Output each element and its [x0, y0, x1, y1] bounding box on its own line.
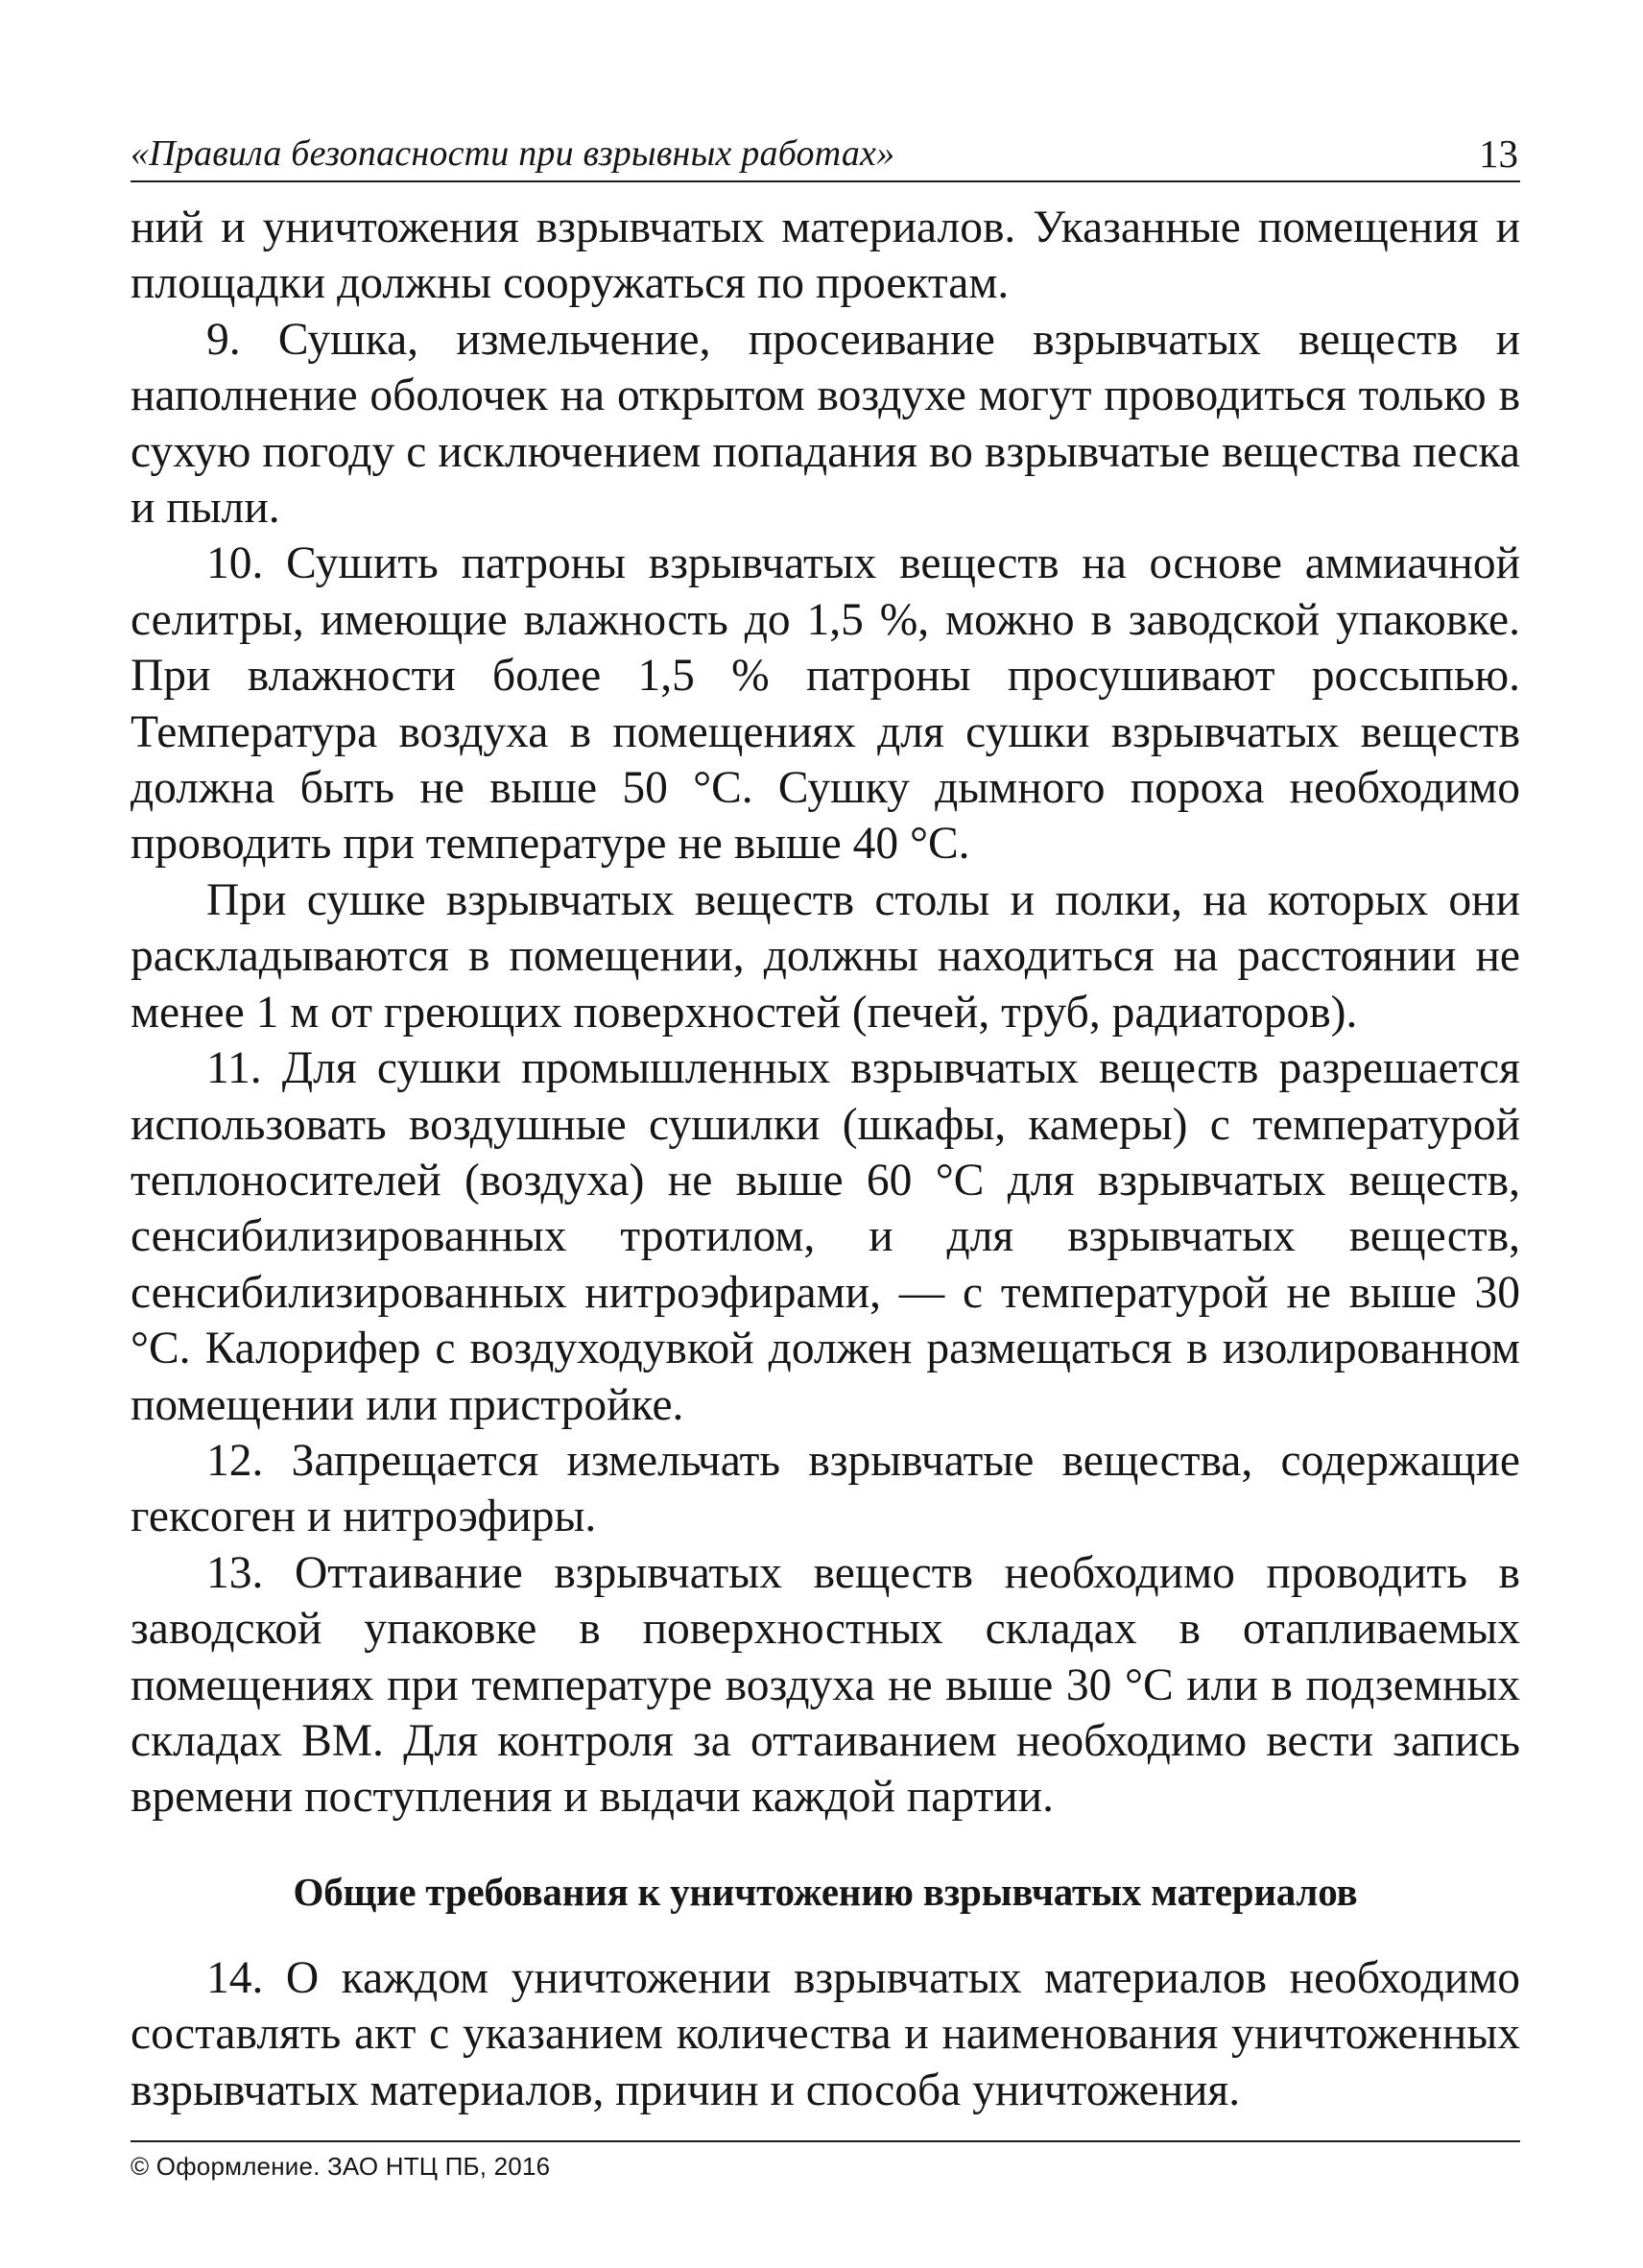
copyright-notice: © Оформление. ЗАО НТЦ ПБ, 2016: [131, 2152, 551, 2181]
paragraph-12: 12. Запрещается измельчать взрывчатые вещества, содержащие гексоген и нитроэфиры.: [131, 1435, 1520, 1542]
running-header: [131, 127, 1520, 182]
section-heading: Общие требования к уничтожению взрывчатых материалов: [293, 1869, 1358, 1914]
paragraph-13: 13. Оттаивание взрывчатых веществ необходимо проводить в заводской упаковке в поверхностных складах в отапливаемых помещениях при температуре воздуха не выше 30 °C или в подземных складах ВМ. Для контроля за оттаиванием необходимо вести запись времени поступления и выдачи каждой партии.: [131, 1547, 1520, 1823]
paragraph-9: 9. Сушка, измельчение, просеивание взрывчатых веществ и наполнение оболочек на открытом воздухе могут проводиться только в сухую погоду с исключением попадания во взрывчатые вещества песка и пыли.: [131, 314, 1520, 534]
paragraph-14: 14. О каждом уничтожении взрывчатых материалов необходимо составлять акт с указанием количества и наименования уничтоженных взрывчатых материалов, причин и способа уничтожения.: [131, 1952, 1520, 2115]
page-number: 13: [1479, 131, 1518, 176]
page-content: [131, 200, 1520, 2118]
header-title: «Правила безопасности при взрывных работах»: [131, 133, 895, 174]
paragraph-10-continuation: При сушке взрывчатых веществ столы и полки, на которых они раскладываются в помещении, должны находиться на расстоянии не менее 1 м от греющих поверхностей (печей, труб, радиаторов).: [131, 874, 1520, 1038]
page-footer: [131, 2140, 1520, 2182]
paragraph-10: 10. Сушить патроны взрывчатых веществ на основе аммиачной селитры, имеющие влажность до 1,5 %, можно в заводской упаковке. При влажности более 1,5 % патроны просушивают россыпью. Температура воздуха в помещениях для сушки взрывчатых веществ должна быть не выше 50 °C. Сушку дымного пороха необходимо проводить при температуре не выше 40 °C.: [131, 538, 1520, 870]
paragraph-continuation: ний и уничтожения взрывчатых материалов. Указанные помещения и площадки должны сооружаться по проектам.: [131, 203, 1520, 309]
paragraph-11: 11. Для сушки промышленных взрывчатых веществ разрешается использовать воздушные сушилки (шкафы, камеры) с температурой теплоносителей (воздуха) не выше 60 °C для взрывчатых веществ, сенсибилизированных тротилом, и для взрывчатых веществ, сенсибилизированных нитроэфирами, — с температурой не выше 30 °C. Калорифер с воздуходувкой должен размещаться в изолированном помещении или пристройке.: [131, 1043, 1520, 1430]
